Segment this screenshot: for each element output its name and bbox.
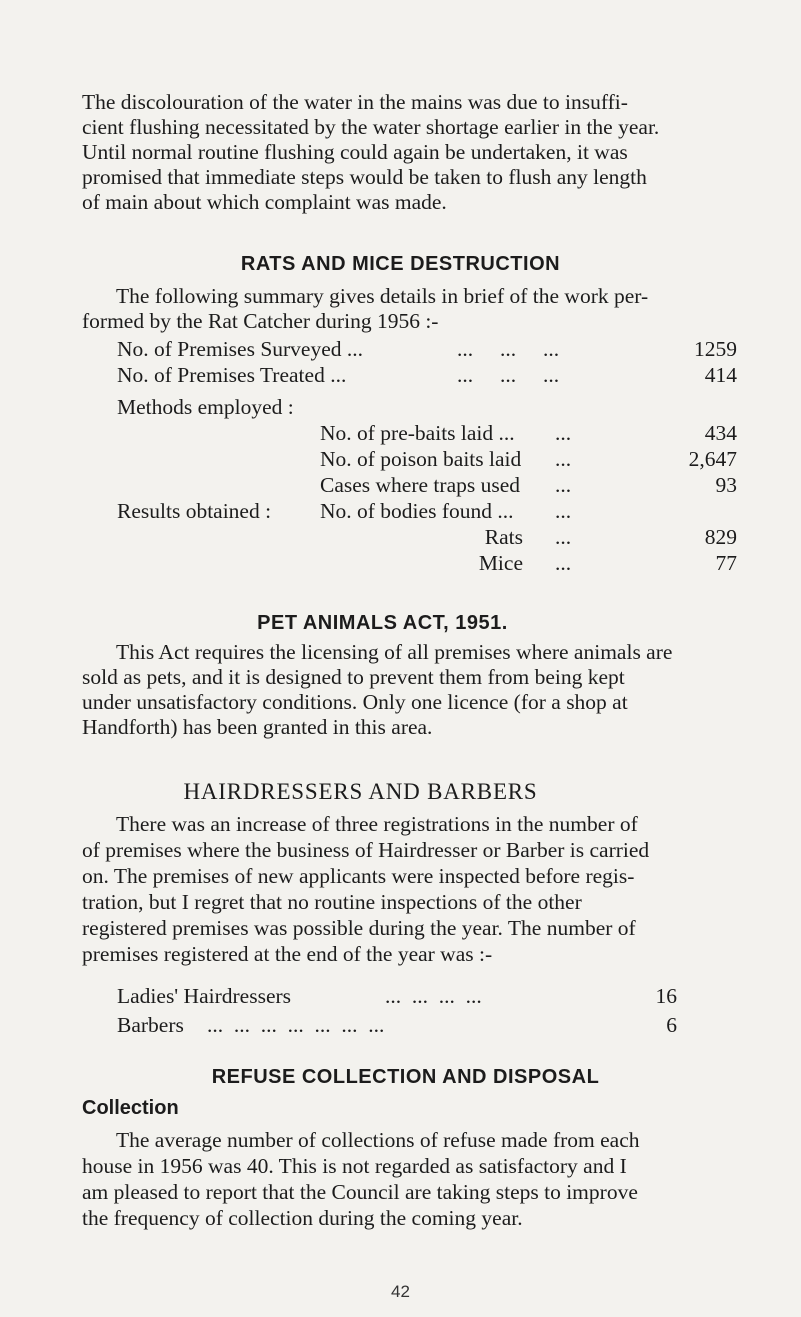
- rats-heading: RATS AND MICE DESTRUCTION: [240, 253, 561, 275]
- pet-line-2: sold as pets, and it is designed to prevent them from being kept: [82, 665, 625, 689]
- intro-line-4: promised that immediate steps would be taken to flush any length: [82, 165, 647, 189]
- traps-row: [320, 472, 737, 498]
- barbers-row: [117, 1012, 677, 1038]
- refuse-line-3: am pleased to report that the Council are taking steps to improve: [82, 1180, 638, 1204]
- traps-label: Cases where traps used: [320, 473, 521, 497]
- bodies-found-row: [117, 498, 737, 524]
- refuse-line-1: The average number of collections of refuse made from each: [116, 1128, 640, 1152]
- leader-dots: ... ... ... ... ... ... ...: [207, 1013, 385, 1037]
- hair-line-4: tration, but I regret that no routine inspections of the other: [82, 890, 582, 914]
- pet-line-3: under unsatisfactory conditions. Only one licence (for a shop at: [82, 690, 628, 714]
- leader-dots: ... ... ... ...: [385, 984, 482, 1008]
- traps-value: 93: [715, 473, 737, 497]
- hair-line-1: There was an increase of three registrations in the number of: [116, 812, 638, 836]
- hair-line-2: of premises where the business of Hairdresser or Barber is carried: [82, 838, 650, 862]
- leader-dots: ... ... ...: [457, 363, 560, 387]
- pet-line-4: Handforth) has been granted in this area.: [82, 715, 433, 739]
- premises-surveyed-value: 1259: [694, 337, 737, 361]
- barbers-label: Barbers: [117, 1013, 184, 1037]
- methods-employed-label: Methods employed :: [117, 395, 294, 419]
- rats-row: [320, 524, 737, 550]
- mice-value: 77: [715, 551, 737, 575]
- ladies-hairdressers-label: Ladies' Hairdressers: [117, 984, 292, 1008]
- intro-line-3: Until normal routine flushing could again be undertaken, it was: [82, 140, 628, 164]
- poison-baits-label: No. of poison baits laid: [320, 447, 522, 471]
- premises-surveyed-label: No. of Premises Surveyed ...: [117, 337, 364, 361]
- leader-dots: ...: [555, 421, 572, 445]
- hair-line-6: premises registered at the end of the year was :-: [82, 942, 493, 966]
- methods-employed-row: [117, 394, 737, 420]
- hair-line-5: registered premises was possible during the year. The number of: [82, 916, 636, 940]
- prebaits-value: 434: [704, 421, 737, 445]
- prebaits-row: [320, 420, 737, 446]
- results-obtained-label: Results obtained :: [117, 499, 272, 523]
- ladies-hairdressers-row: [117, 983, 677, 1009]
- premises-surveyed-row: [117, 336, 737, 362]
- pet-line-1: This Act requires the licensing of all premises where animals are: [116, 640, 673, 664]
- hairdressers-heading: HAIRDRESSERS AND BARBERS: [183, 779, 538, 804]
- prebaits-label: No. of pre-baits laid ...: [320, 421, 515, 445]
- mice-label: Mice: [478, 551, 523, 575]
- ladies-hairdressers-value: 16: [655, 984, 677, 1008]
- poison-baits-row: [320, 446, 737, 472]
- rats-intro-line-1: The following summary gives details in brief of the work per-: [116, 284, 649, 308]
- page-number: 42: [391, 1282, 410, 1301]
- collection-subheading: Collection: [82, 1097, 179, 1119]
- leader-dots: ...: [555, 525, 572, 549]
- refuse-heading: REFUSE COLLECTION AND DISPOSAL: [211, 1066, 600, 1088]
- intro-line-2: cient flushing necessitated by the water shortage earlier in the year.: [82, 115, 660, 139]
- leader-dots: ...: [555, 473, 572, 497]
- refuse-line-4: the frequency of collection during the coming year.: [82, 1206, 523, 1230]
- premises-treated-row: [117, 362, 737, 388]
- rats-label: Rats: [484, 525, 523, 549]
- intro-line-5: of main about which complaint was made.: [82, 190, 447, 214]
- rats-intro-line-2: formed by the Rat Catcher during 1956 :-: [82, 309, 439, 333]
- leader-dots: ... ... ...: [457, 337, 560, 361]
- rats-value: 829: [704, 525, 737, 549]
- premises-treated-value: 414: [704, 363, 737, 387]
- barbers-value: 6: [666, 1013, 677, 1037]
- pet-animals-heading: PET ANIMALS ACT, 1951.: [257, 612, 508, 634]
- intro-line-1: The discolouration of the water in the mains was due to insuffi-: [82, 90, 628, 114]
- leader-dots: ...: [555, 551, 572, 575]
- hair-line-3: on. The premises of new applicants were inspected before regis-: [82, 864, 635, 888]
- poison-baits-value: 2,647: [688, 447, 737, 471]
- refuse-line-2: house in 1956 was 40. This is not regarded as satisfactory and I: [82, 1154, 627, 1178]
- bodies-found-label: No. of bodies found ...: [320, 499, 514, 523]
- leader-dots: ...: [555, 499, 572, 523]
- mice-row: [320, 550, 737, 576]
- leader-dots: ...: [555, 447, 572, 471]
- premises-treated-label: No. of Premises Treated ...: [117, 363, 347, 387]
